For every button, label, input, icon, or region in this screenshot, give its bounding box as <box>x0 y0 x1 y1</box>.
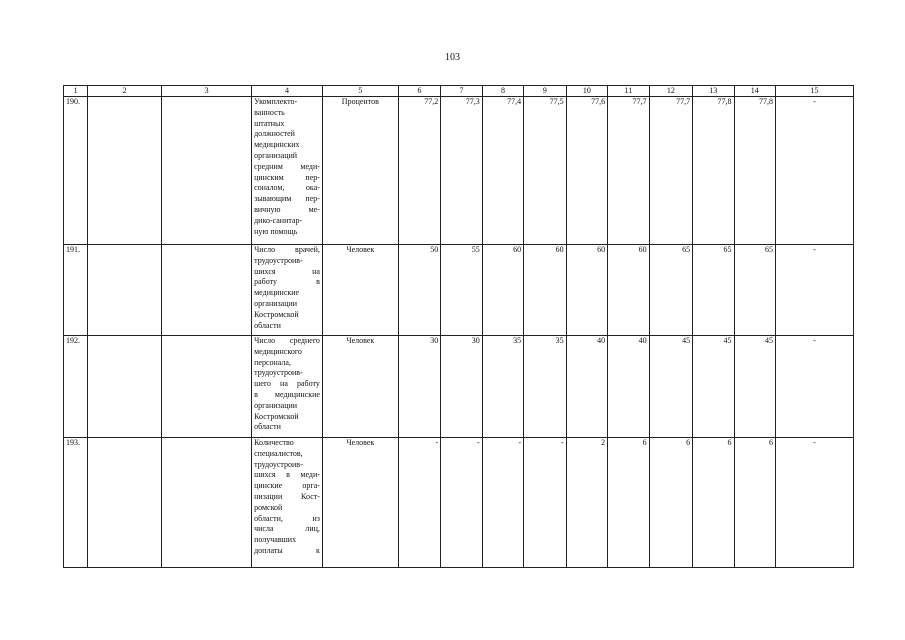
value-cell: 35 <box>482 336 523 438</box>
indicator-name-line: вичную ме- <box>254 204 320 214</box>
table-row <box>64 438 854 568</box>
indicator-name-line: ную помощь <box>254 226 298 236</box>
table-body <box>64 97 854 568</box>
cell-col2 <box>88 245 162 336</box>
indicator-name-line: ванность <box>254 107 285 117</box>
value-cell: - <box>482 438 523 568</box>
indicator-name <box>252 438 323 568</box>
table-row <box>64 336 854 438</box>
cell-col3 <box>162 245 252 336</box>
value-cell: 65 <box>734 245 775 336</box>
indicator-name <box>252 97 323 245</box>
value-cell: 77,8 <box>693 97 734 245</box>
cell-col15: - <box>776 97 854 245</box>
indicator-name-line: организаций <box>254 150 298 160</box>
row-number: 193. <box>64 438 88 568</box>
value-cell: 77,2 <box>398 97 440 245</box>
indicator-name-line: дико-санитар- <box>254 215 303 225</box>
column-header: 2 <box>88 86 162 97</box>
indicator-name-line: штатных <box>254 118 285 128</box>
value-cell: 77,8 <box>734 97 775 245</box>
indicator-name-line: медицинские <box>254 288 300 298</box>
value-cell: 45 <box>649 336 692 438</box>
value-cell: 6 <box>608 438 649 568</box>
value-cell: 65 <box>649 245 692 336</box>
indicator-name-line: цинским пер- <box>254 172 320 182</box>
indicator-name-line: Число врачей, <box>254 245 320 254</box>
column-header: 1 <box>64 86 88 97</box>
column-header: 7 <box>441 86 482 97</box>
indicator-name-line: цинские орга- <box>254 481 320 491</box>
cell-col3 <box>162 97 252 245</box>
value-cell: - <box>441 438 482 568</box>
indicator-name-line: медицинского <box>254 346 302 356</box>
cell-col3 <box>162 336 252 438</box>
value-cell: 77,5 <box>524 97 566 245</box>
indicator-name-line: зывающим пер- <box>254 194 320 204</box>
cell-col15: - <box>776 438 854 568</box>
indicator-name-line: должностей <box>254 129 295 139</box>
indicator-name-line: шего на работу <box>254 379 320 389</box>
indicator-name-line: трудоустроив- <box>254 368 303 378</box>
indicator-name-line: Количество <box>254 438 294 447</box>
indicator-name-line: средним меди- <box>254 161 320 171</box>
indicator-name-line: числа лиц, <box>254 524 320 534</box>
column-header: 4 <box>252 86 323 97</box>
indicator-table <box>63 85 854 568</box>
column-header: 9 <box>524 86 566 97</box>
value-cell: 40 <box>608 336 649 438</box>
value-cell: 2 <box>566 438 607 568</box>
value-cell: - <box>398 438 440 568</box>
row-number: 190. <box>64 97 88 245</box>
row-number: 191. <box>64 245 88 336</box>
value-cell: 30 <box>398 336 440 438</box>
indicator-name-line: Костромской <box>254 309 299 319</box>
indicator-name-line: доплаты к <box>254 545 320 555</box>
indicator-name <box>252 336 323 438</box>
value-cell: 60 <box>524 245 566 336</box>
indicator-name-line: трудоустроив- <box>254 255 303 265</box>
value-cell: 30 <box>441 336 482 438</box>
indicator-name <box>252 245 323 336</box>
cell-col2 <box>88 438 162 568</box>
value-cell: 6 <box>734 438 775 568</box>
column-header: 14 <box>734 86 775 97</box>
unit-of-measure: Человек <box>322 336 398 438</box>
indicator-name-line: специалистов, <box>254 448 303 458</box>
indicator-name-line: трудоустроив- <box>254 459 303 469</box>
indicator-name-line: низации Кост- <box>254 491 320 501</box>
column-header: 5 <box>322 86 398 97</box>
unit-of-measure: Человек <box>322 245 398 336</box>
indicator-name-line: области <box>254 422 281 432</box>
indicator-name-line: ромской <box>254 502 283 512</box>
row-number: 192. <box>64 336 88 438</box>
unit-of-measure: Человек <box>322 438 398 568</box>
indicator-name-line: медицинских <box>254 140 300 150</box>
value-cell: 60 <box>566 245 607 336</box>
column-header: 8 <box>482 86 523 97</box>
cell-col2 <box>88 336 162 438</box>
column-header: 6 <box>398 86 440 97</box>
value-cell: 50 <box>398 245 440 336</box>
indicator-name-line: Укомплекто- <box>254 97 298 106</box>
cell-col15: - <box>776 245 854 336</box>
value-cell: 77,7 <box>649 97 692 245</box>
value-cell: 65 <box>693 245 734 336</box>
column-number-row <box>64 86 854 97</box>
column-header: 15 <box>776 86 854 97</box>
indicator-name-line: шихся на <box>254 266 320 276</box>
value-cell: - <box>524 438 566 568</box>
value-cell: 77,6 <box>566 97 607 245</box>
cell-col3 <box>162 438 252 568</box>
value-cell: 6 <box>649 438 692 568</box>
column-header: 10 <box>566 86 607 97</box>
cell-col2 <box>88 97 162 245</box>
indicator-name-line: области, из <box>254 513 320 523</box>
indicator-name-line: Число среднего <box>254 336 320 345</box>
column-header: 12 <box>649 86 692 97</box>
unit-of-measure: Процентов <box>322 97 398 245</box>
value-cell: 45 <box>693 336 734 438</box>
page-number: 103 <box>445 52 460 63</box>
value-cell: 6 <box>693 438 734 568</box>
indicator-name-line: организации <box>254 298 298 308</box>
value-cell: 77,3 <box>441 97 482 245</box>
column-header: 11 <box>608 86 649 97</box>
value-cell: 55 <box>441 245 482 336</box>
value-cell: 45 <box>734 336 775 438</box>
value-cell: 40 <box>566 336 607 438</box>
value-cell: 60 <box>482 245 523 336</box>
indicator-name-line: персонала, <box>254 357 291 367</box>
value-cell: 77,4 <box>482 97 523 245</box>
indicator-name-line: получавших <box>254 535 297 545</box>
value-cell: 35 <box>524 336 566 438</box>
indicator-name-line: шихся в меди- <box>254 470 320 480</box>
table-row <box>64 245 854 336</box>
indicator-name-line: области <box>254 320 281 330</box>
indicator-name-line: соналом, ока- <box>254 183 320 193</box>
column-header: 3 <box>162 86 252 97</box>
value-cell: 60 <box>608 245 649 336</box>
table-row <box>64 97 854 245</box>
indicator-name-line: Костромской <box>254 411 299 421</box>
indicator-name-line: в медицинские <box>254 389 320 399</box>
cell-col15: - <box>776 336 854 438</box>
value-cell: 77,7 <box>608 97 649 245</box>
indicator-name-line: работу в <box>254 277 320 287</box>
column-header: 13 <box>693 86 734 97</box>
indicator-name-line: организации <box>254 400 298 410</box>
